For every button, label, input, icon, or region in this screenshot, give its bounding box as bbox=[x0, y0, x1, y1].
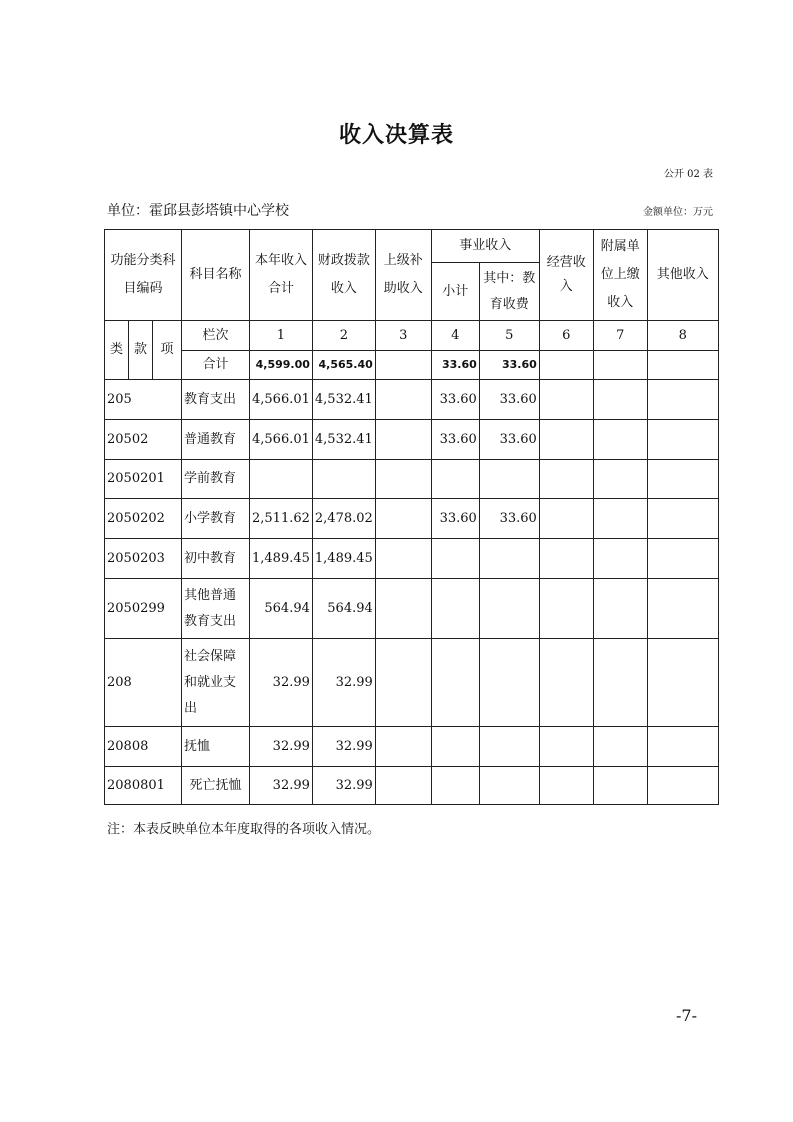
total-superior bbox=[375, 351, 431, 380]
header-func-code: 功能分类科目编码 bbox=[105, 230, 182, 321]
table-note: 注：本表反映单位本年度取得的各项收入情况。 bbox=[107, 822, 381, 837]
row-total bbox=[250, 460, 313, 499]
row-fiscal: 564.94 bbox=[312, 579, 375, 639]
header-business: 事业收入 bbox=[431, 230, 539, 263]
row-subtotal bbox=[431, 639, 479, 727]
row-total: 4,566.01 bbox=[250, 380, 313, 420]
page-number: -7- bbox=[676, 1006, 697, 1025]
row-other bbox=[647, 420, 718, 460]
row-other bbox=[647, 579, 718, 639]
row-name: 抚恤 bbox=[182, 727, 250, 767]
row-other bbox=[647, 380, 718, 420]
header-xiang: 项 bbox=[153, 321, 182, 380]
money-unit: 金额单位：万元 bbox=[643, 207, 713, 218]
table-row bbox=[105, 420, 719, 460]
col-index-7: 7 bbox=[593, 321, 647, 351]
row-fiscal bbox=[312, 460, 375, 499]
header-affiliated: 附属单位上缴收入 bbox=[593, 230, 647, 321]
row-code: 2050202 bbox=[105, 499, 182, 539]
row-affiliated bbox=[593, 579, 647, 639]
row-total: 32.99 bbox=[250, 727, 313, 767]
row-fiscal: 32.99 bbox=[312, 727, 375, 767]
row-total: 32.99 bbox=[250, 639, 313, 727]
row-subtotal: 33.60 bbox=[431, 380, 479, 420]
row-edu-fee: 33.60 bbox=[479, 499, 539, 539]
row-edu-fee bbox=[479, 539, 539, 579]
header-superior: 上级补助收入 bbox=[375, 230, 431, 321]
header-subtotal: 小计 bbox=[431, 263, 479, 321]
row-edu-fee bbox=[479, 767, 539, 805]
row-edu-fee bbox=[479, 639, 539, 727]
col-index-2: 2 bbox=[312, 321, 375, 351]
total-other bbox=[647, 351, 718, 380]
row-subtotal: 33.60 bbox=[431, 499, 479, 539]
col-index-5: 5 bbox=[479, 321, 539, 351]
header-other: 其他收入 bbox=[647, 230, 718, 321]
page-title: 收入决算表 bbox=[338, 123, 454, 148]
col-index-1: 1 bbox=[250, 321, 313, 351]
row-operating bbox=[539, 539, 593, 579]
row-total: 2,511.62 bbox=[250, 499, 313, 539]
table-row bbox=[105, 460, 719, 499]
row-name: 死亡抚恤 bbox=[182, 767, 250, 805]
col-index-8: 8 bbox=[647, 321, 718, 351]
row-fiscal: 4,532.41 bbox=[312, 380, 375, 420]
total-total: 4,599.00 bbox=[250, 351, 313, 380]
row-total: 32.99 bbox=[250, 767, 313, 805]
row-fiscal: 32.99 bbox=[312, 767, 375, 805]
row-operating bbox=[539, 639, 593, 727]
total-affiliated bbox=[593, 351, 647, 380]
row-operating bbox=[539, 499, 593, 539]
header-total-income: 本年收入合计 bbox=[250, 230, 313, 321]
row-edu-fee: 33.60 bbox=[479, 420, 539, 460]
header-subject-name: 科目名称 bbox=[182, 230, 250, 321]
row-name: 学前教育 bbox=[182, 460, 250, 499]
table-row bbox=[105, 499, 719, 539]
unit-label: 单位：霍邱县彭塔镇中心学校 bbox=[107, 203, 289, 219]
row-superior bbox=[375, 727, 431, 767]
total-fiscal: 4,565.40 bbox=[312, 351, 375, 380]
row-name: 其他普通教育支出 bbox=[182, 579, 250, 639]
row-affiliated bbox=[593, 460, 647, 499]
row-affiliated bbox=[593, 420, 647, 460]
row-name: 初中教育 bbox=[182, 539, 250, 579]
row-total: 564.94 bbox=[250, 579, 313, 639]
header-operating: 经营收入 bbox=[539, 230, 593, 321]
row-code: 20502 bbox=[105, 420, 182, 460]
row-other bbox=[647, 639, 718, 727]
row-other bbox=[647, 767, 718, 805]
row-code: 2080801 bbox=[105, 767, 182, 805]
row-operating bbox=[539, 460, 593, 499]
row-affiliated bbox=[593, 380, 647, 420]
row-operating bbox=[539, 380, 593, 420]
row-other bbox=[647, 499, 718, 539]
table-row bbox=[105, 380, 719, 420]
row-edu-fee bbox=[479, 579, 539, 639]
row-subtotal bbox=[431, 767, 479, 805]
row-edu-fee bbox=[479, 460, 539, 499]
row-subtotal bbox=[431, 727, 479, 767]
row-fiscal: 1,489.45 bbox=[312, 539, 375, 579]
row-other bbox=[647, 539, 718, 579]
row-superior bbox=[375, 380, 431, 420]
row-other bbox=[647, 727, 718, 767]
header-lei: 类 bbox=[105, 321, 129, 380]
row-fiscal: 2,478.02 bbox=[312, 499, 375, 539]
total-row bbox=[105, 351, 719, 380]
total-subtotal: 33.60 bbox=[431, 351, 479, 380]
row-total: 1,489.45 bbox=[250, 539, 313, 579]
row-affiliated bbox=[593, 767, 647, 805]
row-superior bbox=[375, 639, 431, 727]
row-total: 4,566.01 bbox=[250, 420, 313, 460]
row-subtotal: 33.60 bbox=[431, 420, 479, 460]
row-superior bbox=[375, 539, 431, 579]
row-code: 2050201 bbox=[105, 460, 182, 499]
row-name: 普通教育 bbox=[182, 420, 250, 460]
row-superior bbox=[375, 579, 431, 639]
row-fiscal: 4,532.41 bbox=[312, 420, 375, 460]
row-subtotal bbox=[431, 579, 479, 639]
row-subtotal bbox=[431, 539, 479, 579]
header-edu-fee: 其中：教育收费 bbox=[479, 263, 539, 321]
header-kuan: 款 bbox=[129, 321, 153, 380]
income-table bbox=[104, 229, 719, 805]
row-operating bbox=[539, 579, 593, 639]
row-fiscal: 32.99 bbox=[312, 639, 375, 727]
row-operating bbox=[539, 420, 593, 460]
total-operating bbox=[539, 351, 593, 380]
table-row bbox=[105, 579, 719, 639]
row-edu-fee: 33.60 bbox=[479, 380, 539, 420]
row-name: 小学教育 bbox=[182, 499, 250, 539]
row-superior bbox=[375, 420, 431, 460]
row-code: 2050203 bbox=[105, 539, 182, 579]
row-affiliated bbox=[593, 499, 647, 539]
row-name: 教育支出 bbox=[182, 380, 250, 420]
row-code: 20808 bbox=[105, 727, 182, 767]
row-code: 205 bbox=[105, 380, 182, 420]
row-code: 2050299 bbox=[105, 579, 182, 639]
total-edu-fee: 33.60 bbox=[479, 351, 539, 380]
row-other bbox=[647, 460, 718, 499]
table-row bbox=[105, 539, 719, 579]
col-index-4: 4 bbox=[431, 321, 479, 351]
row-affiliated bbox=[593, 639, 647, 727]
row-code: 208 bbox=[105, 639, 182, 727]
col-index-6: 6 bbox=[539, 321, 593, 351]
row-operating bbox=[539, 767, 593, 805]
header-fiscal: 财政拨款收入 bbox=[312, 230, 375, 321]
row-superior bbox=[375, 499, 431, 539]
table-row bbox=[105, 767, 719, 805]
header-lanci: 栏次 bbox=[182, 321, 250, 351]
row-edu-fee bbox=[479, 727, 539, 767]
form-number: 公开 02 表 bbox=[663, 169, 713, 180]
row-name: 社会保障和就业支出 bbox=[182, 639, 250, 727]
row-affiliated bbox=[593, 539, 647, 579]
row-superior bbox=[375, 767, 431, 805]
total-label: 合计 bbox=[182, 351, 250, 380]
col-index-3: 3 bbox=[375, 321, 431, 351]
row-affiliated bbox=[593, 727, 647, 767]
row-superior bbox=[375, 460, 431, 499]
row-operating bbox=[539, 727, 593, 767]
table-row bbox=[105, 639, 719, 727]
table-row bbox=[105, 727, 719, 767]
row-subtotal bbox=[431, 460, 479, 499]
